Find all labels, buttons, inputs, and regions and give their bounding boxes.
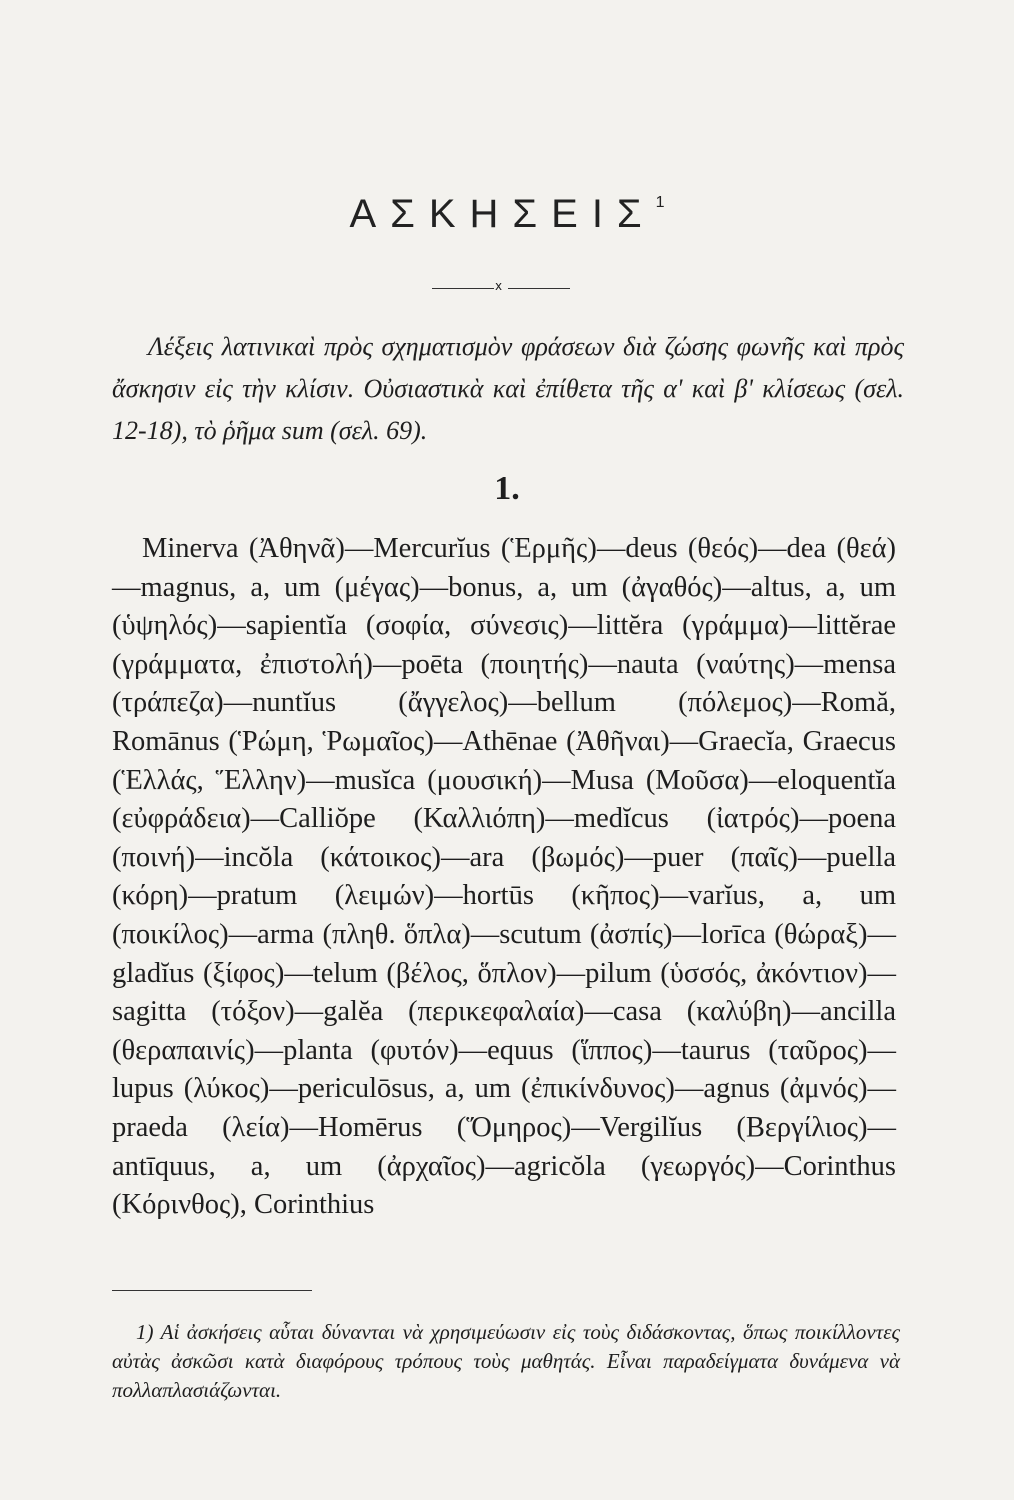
ornament-mark: x <box>495 279 503 293</box>
heading-title: ΑΣΚΗΣΕΙΣ <box>349 192 656 236</box>
heading-ornament <box>432 279 570 294</box>
page-heading <box>0 192 1014 237</box>
footnote: 1) Αἱ ἀσκήσεις αὗται δύνανται νὰ χρησιμεύωσιν εἰς τοὺς διδάσκοντας, ὅπως ποικίλλοντες αὐτὰς ἀσκῶσι κατὰ διαφόρους τρόπους τοὺς μαθητάς. Εἶναι παραδείγματα δυνάμενα νὰ πολλαπλασιάζωνται. <box>112 1320 900 1402</box>
intro-paragraph: Λέξεις λατινικαὶ πρὸς σχηματισμὸν φράσεων διὰ ζώσης φωνῆς καὶ πρὸς ἄσκησιν εἰς τὴν κλίσιν. Οὐσιαστικὰ καὶ ἐπίθετα τῆς α' καὶ β' κλίσεως (σελ. 12-18), τὸ ῥῆμα sum (σελ. 69). <box>112 332 904 445</box>
vocabulary-list <box>112 530 896 1225</box>
vocabulary-paragraph: Minerva (Ἀθηνᾶ)—Mercurĭus (Ἑρμῆς)—deus (θεός)—dea (θεά)—magnus, a, um (μέγας)—bonus, a, um (ἀγαθός)—altus, a, um (ὑψηλός)—sapientĭa (σοφία, σύνεσις)—littĕra (γράμμα)—littĕrae (γράμματα, ἐπιστολή)—poēta (ποιητής)—nauta (ναύτης)—mensa (τράπεζα)—nuntĭus (ἄγγελος)—bellum (πόλεμος)—Romă, Romānus (Ῥώμη, Ῥωμαῖος)—Athēnae (Ἀθῆναι)—Graecĭa, Graecus (Ἑλλάς, Ἕλλην)—musĭca (μουσική)—Musa (Μοῦσα)—eloquentĭa (εὐφράδεια)—Calliŏpe (Καλλιόπη)—medĭcus (ἰατρός)—poena (ποινή)—incŏla (κάτοικος)—ara (βωμός)—puer (παῖς)—puella (κόρη)—pratum (λειμών)—hortūs (κῆπος)—varĭus, a, um (ποικίλος)—arma (πληθ. ὅπλα)—scutum (ἀσπίς)—lorīca (θώραξ)—gladĭus (ξίφος)—telum (βέλος, ὅπλον)—pilum (ὑσσός, ἀκόντιον)—sagitta (τόξον)—galĕa (περικεφαλαία)—casa (καλύβη)—ancilla (θεραπαινίς)—planta (φυτόν)—equus (ἵππος)—taurus (ταῦρος)—lupus (λύκος)—periculōsus, a, um (ἐπικίνδυνος)—agnus (ἀμνός)—praeda (λεία)—Homērus (Ὅμηρος)—Vergilĭus (Βεργίλιος)—antīquus, a, um (ἀρχαῖος)—agricŏla (γεωργός)—Corinthus (Κόρινθος), Corinthius <box>112 533 896 1221</box>
ornament-line-left <box>432 288 494 289</box>
ornament-line-right <box>508 288 570 289</box>
section-number: 1. <box>494 470 520 507</box>
footnote-rule <box>112 1290 312 1291</box>
footnote-reference: 1 <box>655 193 665 211</box>
